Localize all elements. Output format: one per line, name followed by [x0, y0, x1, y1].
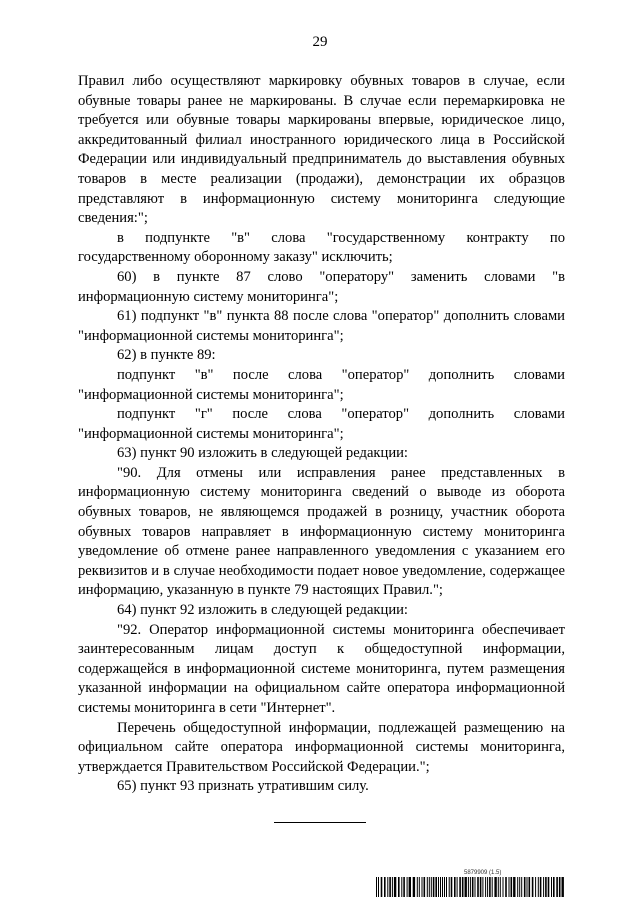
- barcode-bar: [457, 877, 458, 897]
- barcode-bar: [509, 877, 510, 897]
- barcode-bar: [524, 877, 526, 897]
- document-code: 5879909 (1.5): [464, 870, 502, 876]
- barcode-bar: [407, 877, 408, 897]
- barcode-bar: [559, 877, 561, 897]
- barcode-bar: [403, 877, 405, 897]
- barcode-bar: [401, 877, 402, 897]
- barcode-bar: [556, 877, 558, 897]
- barcode-bar: [505, 877, 507, 897]
- barcode-bar: [384, 877, 386, 897]
- barcode-bar: [444, 877, 445, 897]
- paragraph: 61) подпункт "в" пункта 88 после слова "оператор" дополнить словами "информационной системы мониторинга";: [78, 308, 565, 344]
- barcode-bar: [562, 877, 564, 897]
- barcode-bar: [511, 877, 513, 897]
- barcode-bar: [498, 877, 499, 897]
- barcode-bar: [494, 877, 496, 897]
- barcode-bar: [392, 877, 393, 897]
- barcode-bar: [472, 877, 474, 897]
- barcode-bar: [376, 877, 377, 897]
- paragraph: подпункт "в" после слова "оператор" дополнить словами "информационной системы мониторинга";: [78, 366, 565, 403]
- barcode-bar: [492, 877, 493, 897]
- barcode-bar: [513, 877, 515, 897]
- paragraph: 63) пункт 90 изложить в следующей редакции:: [117, 445, 408, 462]
- paragraph: в подпункте "в" слова "государственному контракту по государственному оборонному заказу" исключить;: [78, 229, 565, 266]
- barcode-bar: [417, 877, 418, 897]
- paragraph: 62) в пункте 89:: [117, 347, 216, 364]
- barcode-bar: [538, 877, 539, 897]
- barcode-bar: [551, 877, 552, 897]
- barcode-bar: [459, 877, 461, 897]
- paragraph: Правил либо осуществляют маркировку обувных товаров в случае, если обувные товары ранее не маркированы. В случае если перемаркировка не требуется или обувные товары маркированы впервые, юридическое лицо, аккредитованный филиал иностранного юридического лица в Российской Федерации или индивидуальный предприниматель до выставления обувных товаров в месте реализации (продажи), демонстрации их образцов представляют в информационную систему мониторинга следующие сведения:";: [78, 73, 565, 227]
- barcode-bar: [394, 877, 396, 897]
- barcode-bar: [387, 877, 388, 897]
- barcode-bar: [449, 877, 450, 897]
- page-number: 29: [312, 34, 328, 50]
- barcode: [376, 877, 566, 897]
- barcode-bar: [503, 877, 504, 897]
- paragraph: "90. Для отмены или исправления ранее представленных в информационную систему мониторинга сведений о выводе из оборота обувных товаров, не являющемся продажей в розницу, участник оборота обувных товаров направляет в информационную систему мониторинга уведомление об отмене ранее направленного уведомления с указанием его реквизитов и в случае необходимости подает новое уведомление, содержащее информацию, указанную в пункте 79 настоящих Правил.";: [78, 464, 565, 599]
- barcode-bar: [409, 877, 411, 897]
- barcode-bar: [485, 877, 486, 897]
- paragraph: 65) пункт 93 признать утратившим силу.: [117, 778, 369, 795]
- barcode-bar: [442, 877, 443, 897]
- barcode-bar: [545, 877, 547, 897]
- barcode-bar: [517, 877, 518, 897]
- barcode-bar: [527, 877, 528, 897]
- barcode-bar: [465, 877, 467, 897]
- paragraph: "92. Оператор информационной системы мониторинга обеспечивает заинтересованным лицам доступ к общедоступной информации, содержащейся в информационной системе мониторинга, путем размещения указанной информации на официальном сайте оператора информационной системы мониторинга в сети "Интернет".: [78, 621, 565, 716]
- barcode-bar: [438, 877, 439, 897]
- barcode-bar: [462, 877, 464, 897]
- barcode-bar: [446, 877, 447, 897]
- paragraph: 60) в пункте 87 слово "оператору" заменить словами "в информационную систему мониторинга";: [78, 268, 565, 305]
- barcode-bar: [381, 877, 383, 897]
- barcode-bar: [435, 877, 437, 897]
- barcode-bar: [454, 877, 456, 897]
- barcode-bar: [540, 877, 542, 897]
- barcode-bar: [553, 877, 555, 897]
- barcode-bar: [480, 877, 482, 897]
- paragraph: Перечень общедоступной информации, подлежащей размещению на официальном сайте оператора информационной системы мониторинга, утверждается Правительством Российской Федерации.";: [78, 719, 565, 775]
- barcode-bar: [475, 877, 476, 897]
- paragraph: подпункт "г" после слова "оператор" дополнить словами "информационной системы мониторинга";: [78, 406, 565, 442]
- barcode-bar: [529, 877, 531, 897]
- document-body: [78, 72, 565, 797]
- barcode-bar: [427, 877, 428, 897]
- barcode-bar: [489, 877, 491, 897]
- barcode-bar: [419, 877, 420, 897]
- barcode-bar: [521, 877, 522, 897]
- barcode-bar: [433, 877, 435, 897]
- barcode-bar: [535, 877, 536, 897]
- barcode-bar: [470, 877, 471, 897]
- barcode-bar: [424, 877, 426, 897]
- barcode-bar: [532, 877, 534, 897]
- barcode-bar: [468, 877, 469, 897]
- barcode-bar: [431, 877, 432, 897]
- barcode-bar: [389, 877, 391, 897]
- paragraph: 64) пункт 92 изложить в следующей редакции:: [117, 602, 408, 619]
- barcode-bar: [519, 877, 520, 897]
- end-separator-line: [274, 822, 366, 823]
- barcode-bar: [451, 877, 453, 897]
- barcode-bar: [440, 877, 441, 897]
- barcode-bar: [429, 877, 430, 897]
- barcode-bar: [413, 877, 415, 897]
- barcode-bar: [500, 877, 501, 897]
- barcode-bar: [477, 877, 479, 897]
- barcode-bar: [398, 877, 400, 897]
- barcode-bar: [543, 877, 544, 897]
- barcode-bar: [482, 877, 483, 897]
- barcode-bar: [487, 877, 488, 897]
- barcode-bar: [548, 877, 550, 897]
- barcode-bar: [378, 877, 379, 897]
- barcode-bar: [422, 877, 423, 897]
